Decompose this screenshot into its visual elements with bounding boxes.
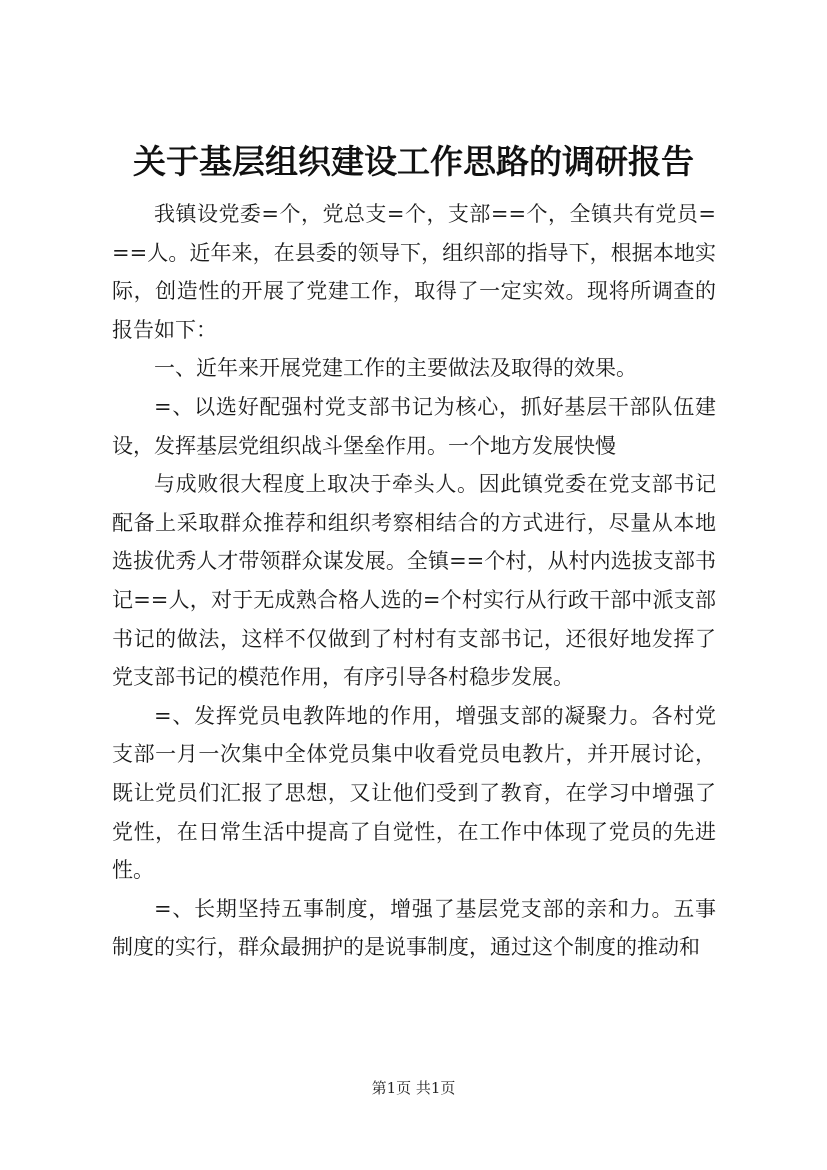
- paragraph-point-3: =、长期坚持五事制度，增强了基层党支部的亲和力。五事制度的实行，群众最拥护的是说事制度，通过这个制度的推动和: [112, 896, 716, 960]
- paragraph-intro: 我镇设党委=个，党总支=个，支部==个，全镇共有党员===人。近年来，在县委的领导下，组织部的指导下，根据本地实际，创造性的开展了党建工作，取得了一定实效。现将所调查的报告如下：: [112, 202, 716, 342]
- document-body: [112, 195, 716, 967]
- paragraph-section-heading: 一、近年来开展党建工作的主要做法及取得的效果。: [154, 356, 637, 381]
- page-number-footer: 第1页 共1页: [371, 1079, 456, 1097]
- document-title: 关于基层组织建设工作思路的调研报告: [133, 142, 694, 181]
- paragraph-point-1: =、以选好配强村党支部书记为核心，抓好基层干部队伍建设，发挥基层党组织战斗堡垒作用。一个地方发展快慢: [112, 394, 716, 458]
- paragraph-point-2: =、发挥党员电教阵地的作用，增强支部的凝聚力。各村党支部一月一次集中全体党员集中收看党员电教片，并开展讨论，既让党员们汇报了思想，又让他们受到了教育，在学习中增强了党性，在日常生活中提高了自觉性，在工作中体现了党员的先进性。: [112, 703, 716, 883]
- paragraph-point-1-continued: 与成败很大程度上取决于牵头人。因此镇党委在党支部书记配备上采取群众推荐和组织考察相结合的方式进行，尽量从本地选拔优秀人才带领群众谋发展。全镇==个村，从村内选拔支部书记==人，对于无成熟合格人选的=个村实行从行政干部中派支部书记的做法，这样不仅做到了村村有支部书记，还很好地发挥了党支部书记的模范作用，有序引导各村稳步发展。: [112, 472, 716, 690]
